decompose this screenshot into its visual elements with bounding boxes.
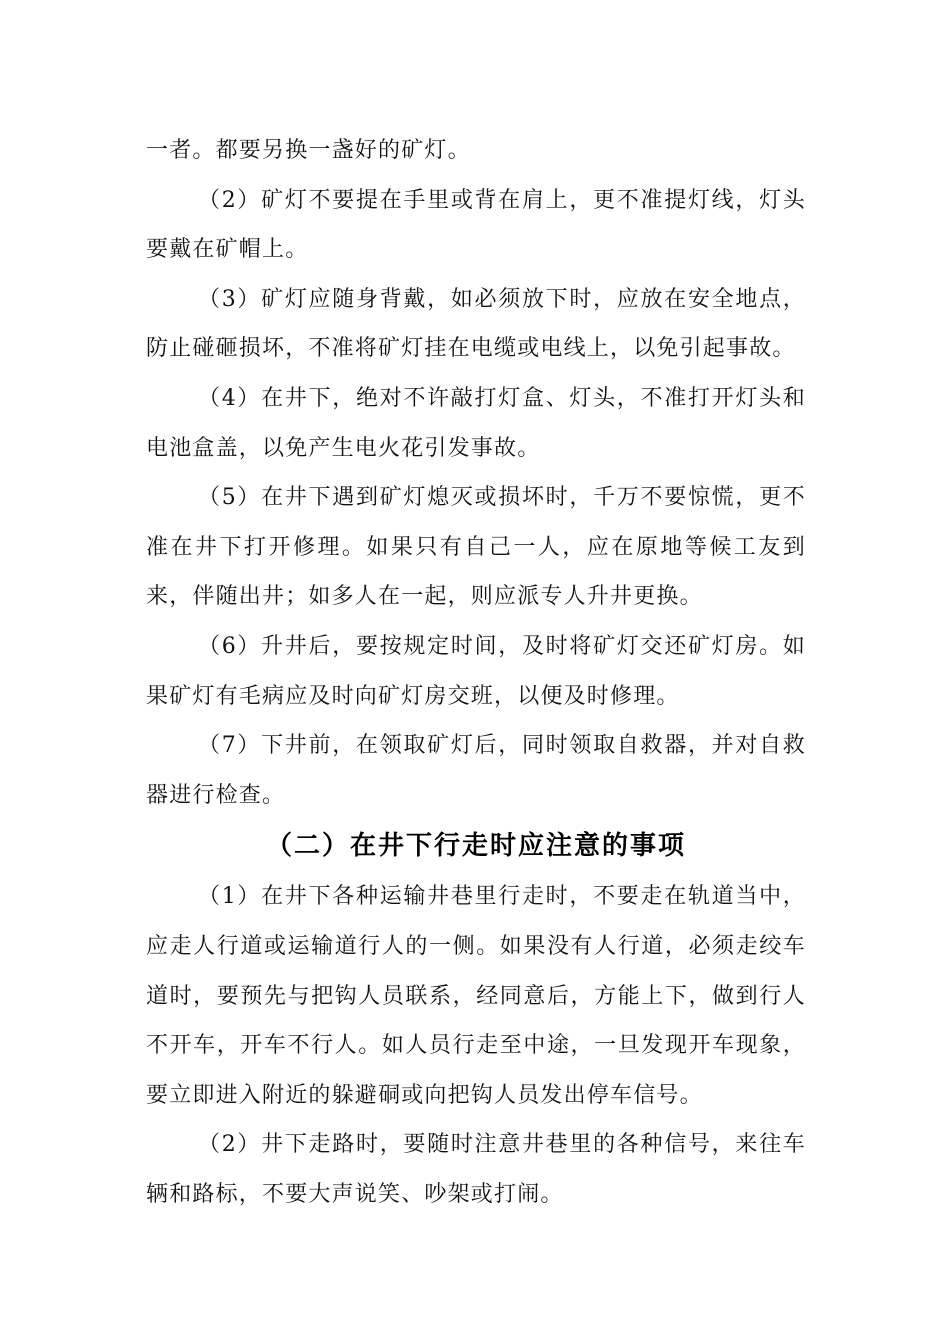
paragraph-continuation: 一者。都要另换一盏好的矿灯。: [146, 138, 471, 163]
paragraph-item-2: （2）矿灯不要提在手里或背在肩上，更不准提灯线，灯头要戴在矿帽上。: [146, 187, 806, 263]
section-heading: （二）在井下行走时应注意的事项: [265, 831, 686, 862]
paragraph-item-7: （7）下井前，在领取矿灯后，同时领取自救器，并对自救器进行检查。: [146, 733, 806, 808]
paragraph-item-3: （3）矿灯应随身背戴，如必须放下时，应放在安全地点，防止碰砸损坏，不准将矿灯挂在电缆或电线上，以免引起事故。: [146, 286, 806, 362]
paragraph-walking-item-1: （1）在井下各种运输井巷里行走时，不要走在轨道当中，应走人行道或运输道行人的一侧。如果没有人行道，必须走绞车道时，要预先与把钩人员联系，经同意后，方能上下，做到行人不开车，开车不行人。如人员行走至中途，一旦发现开车现象，要立即进入附近的躲避硐或向把钩人员发出停车信号。: [146, 884, 806, 1108]
paragraph-item-5: （5）在井下遇到矿灯熄灭或损坏时，千万不要惊慌，更不准在井下打开修理。如果只有自己一人，应在原地等候工友到来，伴随出井；如多人在一起，则应派专人升井更换。: [146, 485, 806, 610]
paragraph-walking-item-2: （2）井下走路时，要随时注意井巷里的各种信号，来往车辆和路标，不要大声说笑、吵架或打闹。: [146, 1132, 806, 1207]
paragraph-item-6: （6）升井后，要按规定时间，及时将矿灯交还矿灯房。如果矿灯有毛病应及时向矿灯房交班，以便及时修理。: [146, 633, 806, 709]
document-body: [146, 126, 806, 1219]
paragraph-item-4: （4）在井下，绝对不许敲打灯盒、灯头，不准打开灯头和电池盒盖，以免产生电火花引发事故。: [146, 385, 806, 461]
